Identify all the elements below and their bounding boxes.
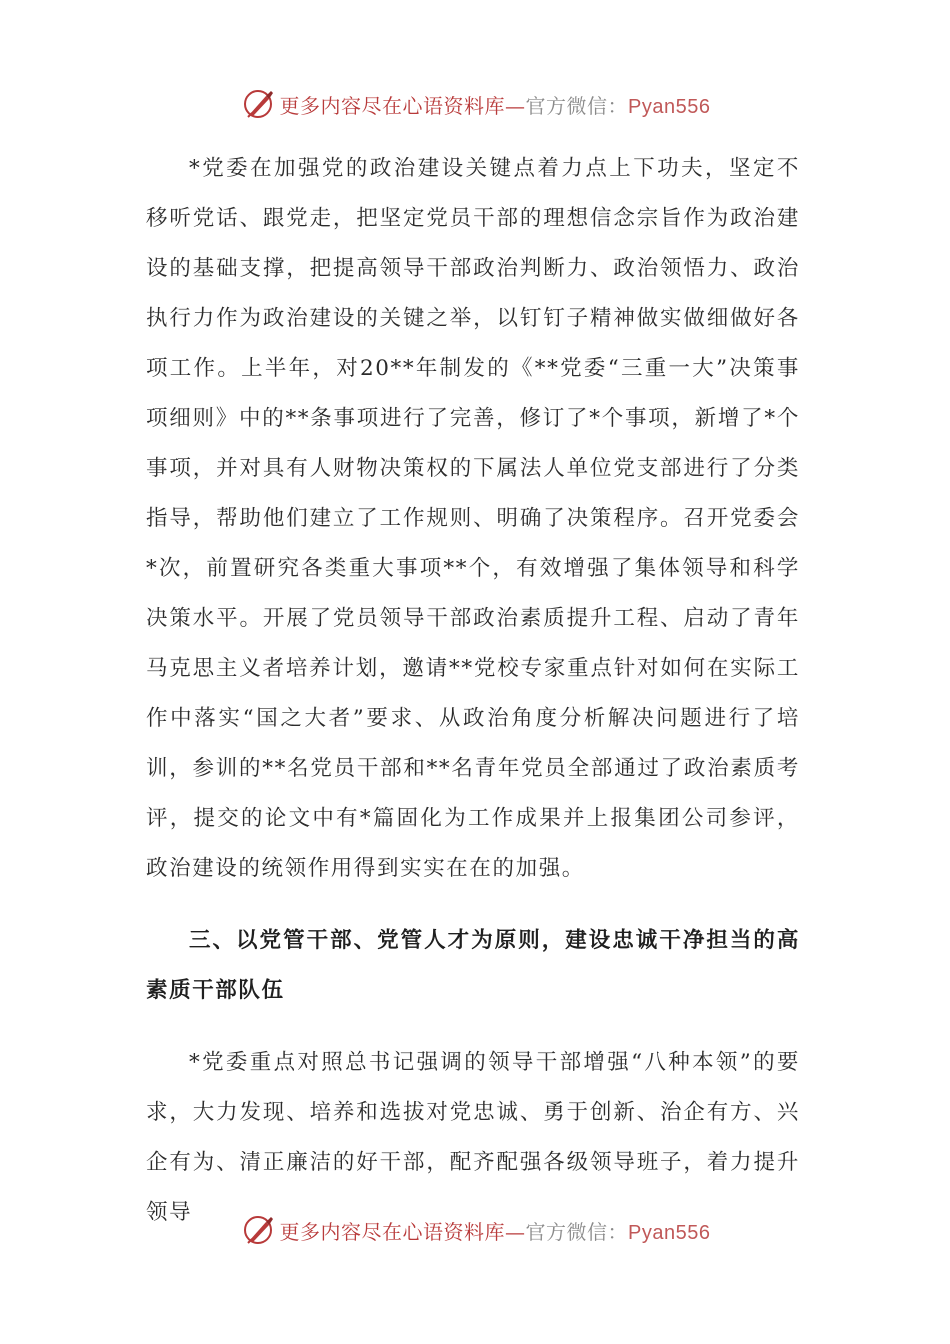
header-wechat-label: 官方微信： [525, 93, 629, 118]
footer-wechat-label: 官方微信： [525, 1219, 629, 1244]
body-paragraph-2: *党委重点对照总书记强调的领导干部增强“八种本领”的要求，大力发现、培养和选拔对党忠诚、勇于创新、治企有方、兴企有为、清正廉洁的好干部，配齐配强各级领导班子，着力提升领导 [146, 1050, 800, 1225]
quill-pen-logo-icon [240, 1212, 276, 1248]
header-brand-text: 更多内容尽在心语资料库 [279, 93, 506, 118]
quill-pen-logo-icon [240, 86, 276, 122]
header-banner-content [240, 86, 711, 122]
footer-separator: — [505, 1219, 526, 1244]
footer-banner [0, 1210, 950, 1250]
section-heading-3: 三、以党管干部、党管人才为原则，建设忠诚干净担当的高素质干部队伍 [146, 928, 800, 1003]
body-paragraph-1: *党委在加强党的政治建设关键点着力点上下功夫，坚定不移听党话、跟党走，把坚定党员干部的理想信念宗旨作为政治建设的基础支撑，把提高领导干部政治判断力、政治领悟力、政治执行力作为政治建设的关键之举，以钉钉子精神做实做细做好各项工作。上半年，对20**年制发的《**党委“三重一大”决策事项细则》中的**条事项进行了完善，修订了*个事项，新增了*个事项，并对具有人财物决策权的下属法人单位党支部进行了分类指导，帮助他们建立了工作规则、明确了决策程序。召开党委会*次，前置研究各类重大事项**个，有效增强了集体领导和科学决策水平。开展了党员领导干部政治素质提升工程、启动了青年马克思主义者培养计划，邀请**党校专家重点针对如何在实际工作中落实“国之大者”要求、从政治角度分析解决问题进行了培训，参训的**名党员干部和**名青年党员全部通过了政治素质考评，提交的论文中有*篇固化为工作成果并上报集团公司参评，政治建设的统领作用得到实实在在的加强。 [146, 156, 800, 881]
header-wechat-id: Pyan556 [628, 95, 711, 118]
footer-banner-content [240, 1212, 711, 1248]
header-banner-text [280, 90, 711, 119]
footer-brand-text: 更多内容尽在心语资料库 [279, 1219, 506, 1244]
document-body [146, 144, 800, 1238]
header-separator: — [505, 93, 526, 118]
footer-banner-text [280, 1216, 711, 1245]
footer-wechat-id: Pyan556 [628, 1221, 711, 1244]
header-banner [0, 84, 950, 124]
